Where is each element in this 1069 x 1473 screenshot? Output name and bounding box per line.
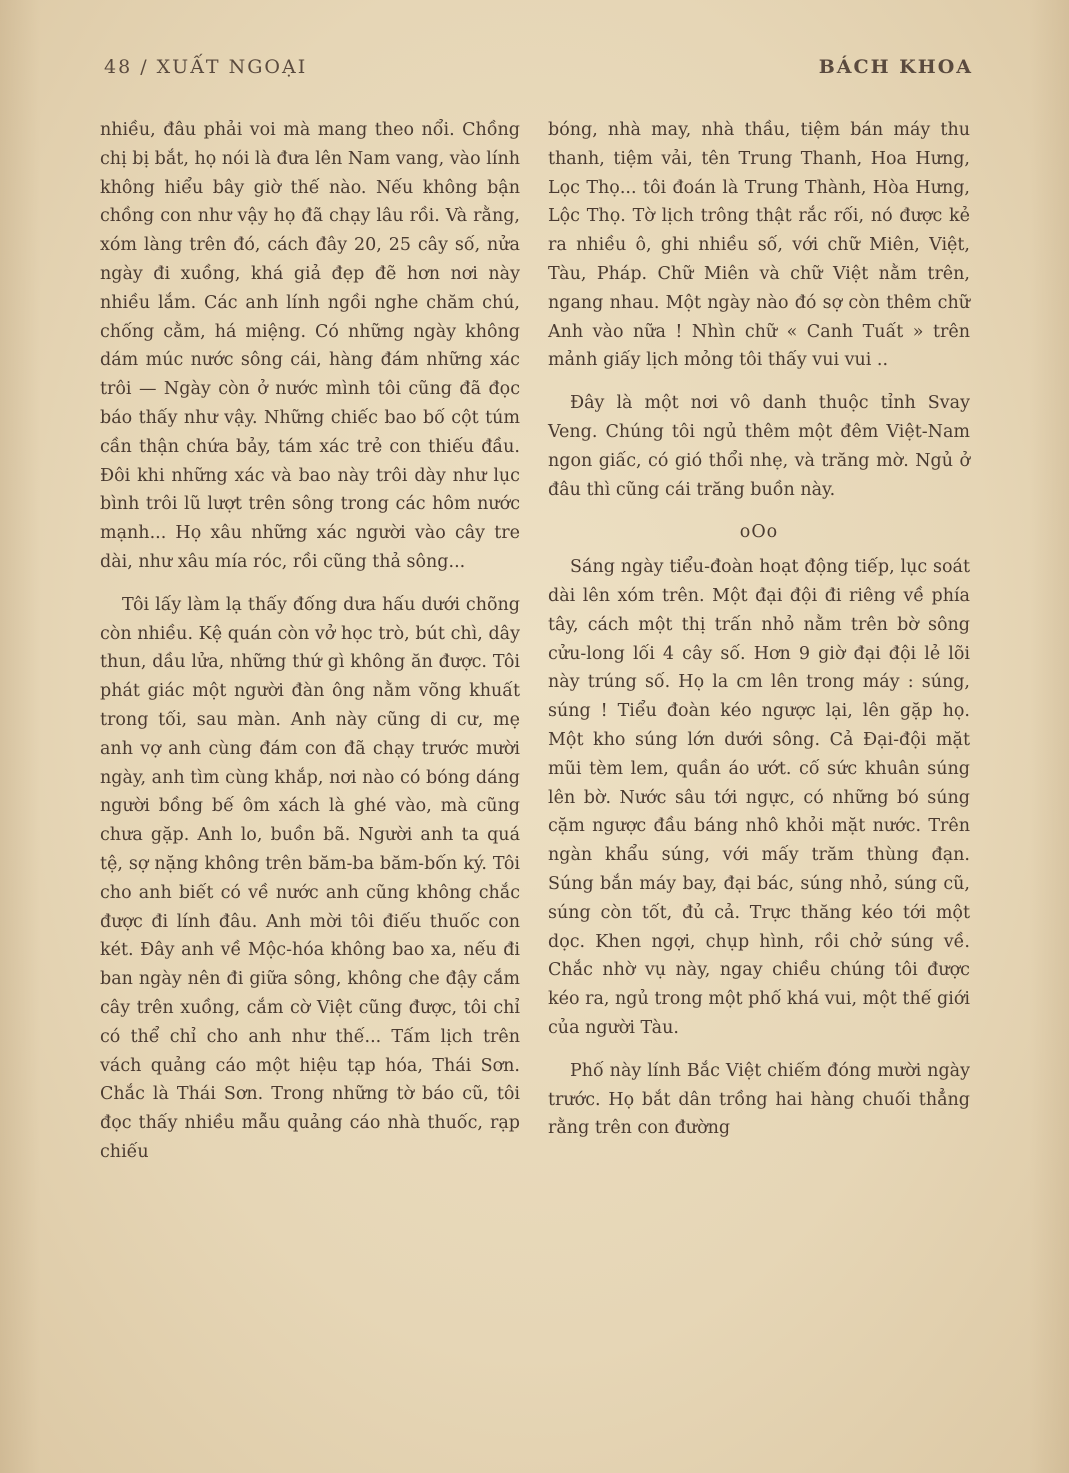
right-paragraph-2: Đây là một nơi vô danh thuộc tỉnh Svay Veng. Chúng tôi ngủ thêm một đêm Việt-Nam ngon giấc, có gió thổi nhẹ, và trăng mờ. Ngủ ở đâu thì cũng cái trăng buồn này. (548, 393, 970, 500)
paragraph-gap (548, 375, 970, 389)
left-paragraph-2: Tôi lấy làm lạ thấy đống dưa hấu dưới chõng còn nhiều. Kệ quán còn vở học trò, bút chì, dây thun, dầu lửa, những thứ gì không ăn được. Tôi phát giác một người đàn ông nằm võng khuất trong tối, sau màn. Anh này cũng di cư, mẹ anh vợ anh cùng đám con đã chạy trước mười ngày, anh tìm cùng khắp, nơi nào có bóng dáng người bồng bế ôm xách là ghé vào, mà cũng chưa gặp. Anh lo, buồn bã. Người anh ta quá tệ, sợ nặng không trên băm-ba băm-bốn ký. Tôi cho anh biết có về nước anh cũng không chắc được đi lính đâu. Anh mời tôi điếu thuốc con két. Đây anh về Mộc-hóa không bao xa, nếu đi ban ngày nên đi giữa sông, không che đậy cắm cây trên xuồng, cắm cờ Việt cũng được, tôi chỉ có thể chỉ cho anh như thế... Tấm lịch trên vách quảng cáo một hiệu tạp hóa, Thái Sơn. Chắc là Thái Sơn. Trong những tờ báo cũ, tôi đọc thấy nhiều mẫu quảng cáo nhà thuốc, rạp chiếu (100, 594, 520, 1162)
page-edge-shadow-right (1029, 0, 1069, 1473)
paragraph-gap (100, 577, 520, 591)
left-paragraph-1: nhiều, đâu phải voi mà mang theo nổi. Chồng chị bị bắt, họ nói là đưa lên Nam vang, vào lính không hiểu bây giờ thế nào. Nếu không bận chồng con như vậy họ đã chạy lâu rồi. Và rằng, xóm làng trên đó, cách đây 20, 25 cây số, nửa ngày đi xuồng, khá giả đẹp đẽ hơn nơi này nhiều lắm. Các anh lính ngồi nghe chăm chú, chống cằm, há miệng. Có những ngày không dám múc nước sông cái, hàng đám những xác trôi — Ngày còn ở nước mình tôi cũng đã đọc báo thấy như vậy. Những chiếc bao bố cột túm cần thận chứa bảy, tám xác trẻ con thiếu đầu. Đôi khi những xác và bao này trôi dày như lục bình trôi lũ lượt trên sông trong các hôm nước mạnh... Họ xâu những xác người vào cây tre dài, như xâu mía róc, rồi cũng thả sông... (100, 120, 520, 572)
section-separator: oOo (739, 522, 779, 543)
paragraph-gap (548, 1043, 970, 1057)
right-paragraph-3: Sáng ngày tiểu-đoàn hoạt động tiếp, lục soát dài lên xóm trên. Một đại đội đi riêng về phía tây, cách một thị trấn nhỏ nằm trên bờ sông cửu-long lối 4 cây số. Hơn 9 giờ đại đội lẻ lõi này trúng số. Họ la cm lên trong máy : súng, súng ! Tiểu đoàn kéo ngược lại, lên gặp họ. Một kho súng lớn dưới sông. Cả Đại-đội mặt mũi tèm lem, quần áo ướt. cố sức khuân súng lên bờ. Nước sâu tới ngực, có những bó súng cặm ngược đầu báng nhô khỏi mặt nước. Trên ngàn khẩu súng, với mấy trăm thùng đạn. Súng bắn máy bay, đại bác, súng nhỏ, súng cũ, súng còn tốt, đủ cả. Trực thăng kéo tới một dọc. Khen ngợi, chụp hình, rồi chở súng về. Chắc nhờ vụ này, ngay chiều chúng tôi được kéo ra, ngủ trong một phố khá vui, một thế giới của người Tàu. (548, 557, 970, 1038)
page-number-and-section: 48 / XUẤT NGOẠI (104, 56, 308, 78)
right-paragraph-4: Phố này lính Bắc Việt chiếm đóng mười ngày trước. Họ bắt dân trồng hai hàng chuối thẳng rằng trên con đường (548, 1060, 970, 1139)
right-paragraph-1: bóng, nhà may, nhà thầu, tiệm bán máy thu thanh, tiệm vải, tên Trung Thanh, Hoa Hưng, Lọc Thọ... tôi đoán là Trung Thành, Hòa Hưng, Lộc Thọ. Tờ lịch trông thật rắc rối, nó được kẻ ra nhiều ô, ghi nhiều số, với chữ Miên, Việt, Tàu, Pháp. Chữ Miên và chữ Việt nằm trên, ngang nhau. Một ngày nào đó sợ còn thêm chữ Anh vào nữa ! Nhìn chữ « Canh Tuất » trên mảnh giấy lịch mỏng tôi thấy vui vui .. (548, 120, 970, 371)
right-column (548, 116, 970, 1143)
left-column (100, 116, 520, 1167)
page-edge-shadow-left (0, 0, 40, 1473)
page-header (104, 56, 973, 86)
magazine-title: BÁCH KHOA (818, 56, 973, 78)
